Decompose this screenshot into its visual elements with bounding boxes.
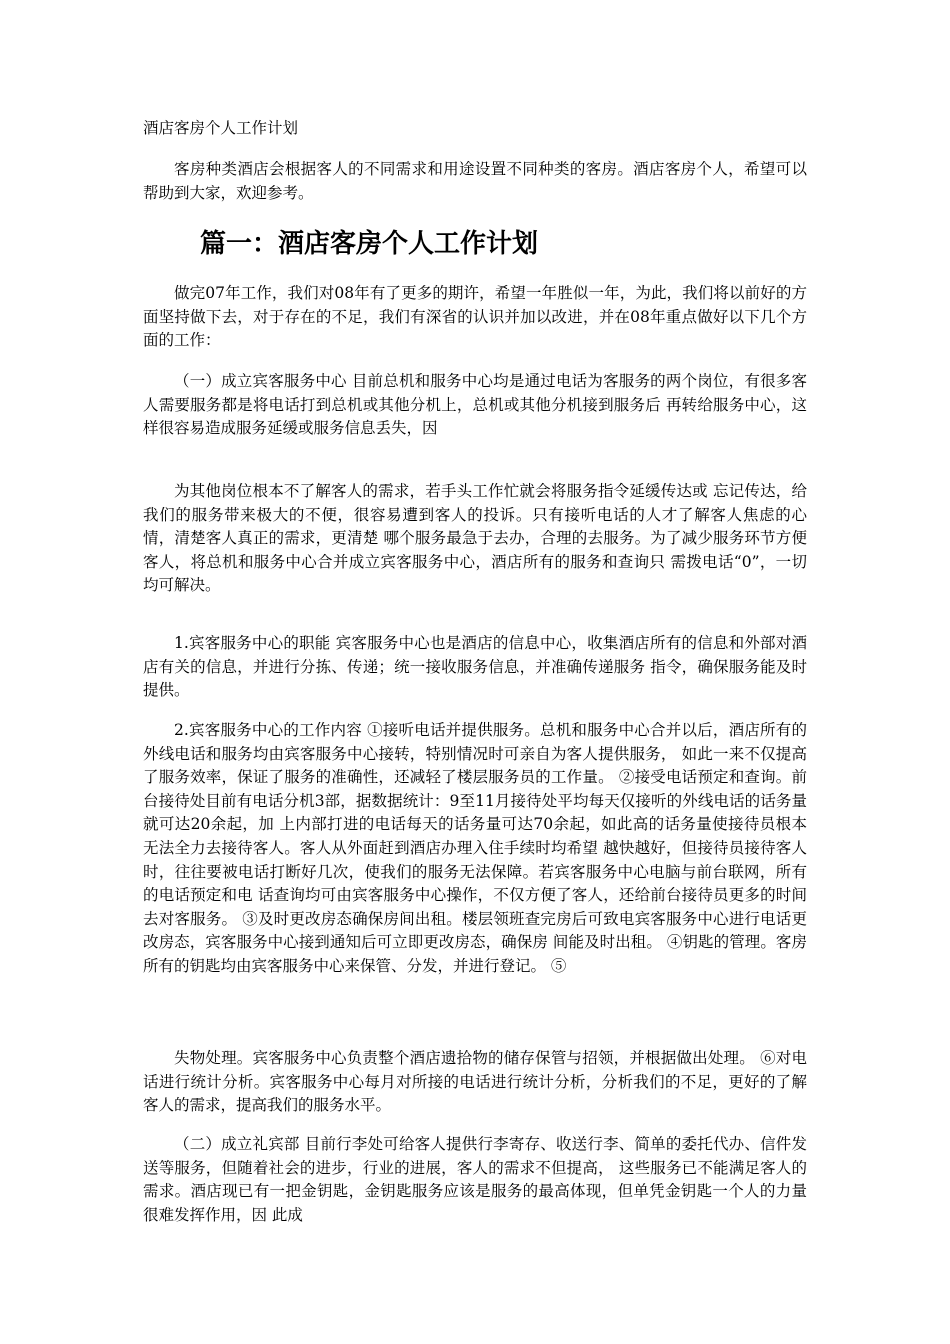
body-paragraph-4: 1.宾客服务中心的职能 宾客服务中心也是酒店的信息中心，收集酒店所有的信息和外部对酒店有关的信息，并进行分拣、传递；统一接收服务信息，并准确传递服务 指令，确保服务能及时提供。 xyxy=(143,634,807,700)
body-paragraph-3: 为其他岗位根本不了解客人的需求，若手头工作忙就会将服务指令延缓传达或 忘记传达，给我们的服务带来极大的不便，很容易遭到客人的投诉。只有接听电话的人才了解客人焦虑的心情，清楚客人真正的需求，更清楚 哪个服务最急于去办，合理的去服务。为了减少服务环节方便客人，将总机和服务中心合并成立宾客服务中心，酒店所有的服务和查询只 需拨电话“0”，一切均可解决。 xyxy=(143,482,807,595)
body-paragraph-5: 2.宾客服务中心的工作内容 ①接听电话并提供服务。总机和服务中心合并以后，酒店所有的外线电话和服务均由宾客服务中心接转，特别情况时可亲自为客人提供服务， 如此一来不仅提高了服务效率，保证了服务的准确性，还减轻了楼层服务员的工作量。 ②接受电话预定和查询。前台接待处目前有电话分机3部，据数据统计：9至11月接待处平均每天仅接听的外线电话的话务量就可达20余起，加 上内部打进的电话每天的话务量可达70余起，如此高的话务量使接待员根本无法全力去接待客人。客人从外面赶到酒店办理入住手续时均希望 越快越好，但接待员接待客人时，往往要被电话打断好几次，使我们的服务无法保障。若宾客服务中心电脑与前台联网，所有的电话预定和电 话查询均可由宾客服务中心操作，不仅方便了客人，还给前台接待员更多的时间去对客服务。 ③及时更改房态确保房间出租。楼层领班查完房后可致电宾客服务中心进行电话更改房态，宾客服务中心接到通知后可立即更改房态，确保房 间能及时出租。 ④钥匙的管理。客房所有的钥匙均由宾客服务中心来保管、分发，并进行登记。 ⑤ xyxy=(143,721,807,975)
body-paragraph-1: 做完07年工作，我们对08年有了更多的期许，希望一年胜似一年，为此，我们将以前好的方面坚持做下去，对于存在的不足，我们有深省的认识并加以改进，并在08年重点做好以下几个方面的工作： xyxy=(143,284,807,350)
document-title: 酒店客房个人工作计划 xyxy=(143,119,299,137)
body-paragraph-2: （一）成立宾客服务中心 目前总机和服务中心均是通过电话为客服务的两个岗位，有很多客人需要服务都是将电话打到总机或其他分机上，总机或其他分机接到服务后 再转给服务中心，这样很容易造成服务延缓或服务信息丢失，因 xyxy=(143,372,807,438)
section-heading: 篇一：酒店客房个人工作计划 xyxy=(200,229,539,259)
body-paragraph-7: （二）成立礼宾部 目前行李处可给客人提供行李寄存、收送行李、简单的委托代办、信件发送等服务，但随着社会的进步，行业的进展，客人的需求不但提高， 这些服务已不能满足客人的需求。酒店现已有一把金钥匙，金钥匙服务应该是服务的最高体现，但单凭金钥匙一个人的力量很难发挥作用，因 此成 xyxy=(143,1135,807,1224)
body-paragraph-6: 失物处理。宾客服务中心负责整个酒店遗拾物的储存保管与招领，并根据做出处理。 ⑥对电话进行统计分析。宾客服务中心每月对所接的电话进行统计分析，分析我们的不足，更好的了解客人的需求，提高我们的服务水平。 xyxy=(143,1049,807,1115)
intro-paragraph: 客房种类酒店会根据客人的不同需求和用途设置不同种类的客房。酒店客房个人，希望可以帮助到大家，欢迎参考。 xyxy=(143,160,807,202)
